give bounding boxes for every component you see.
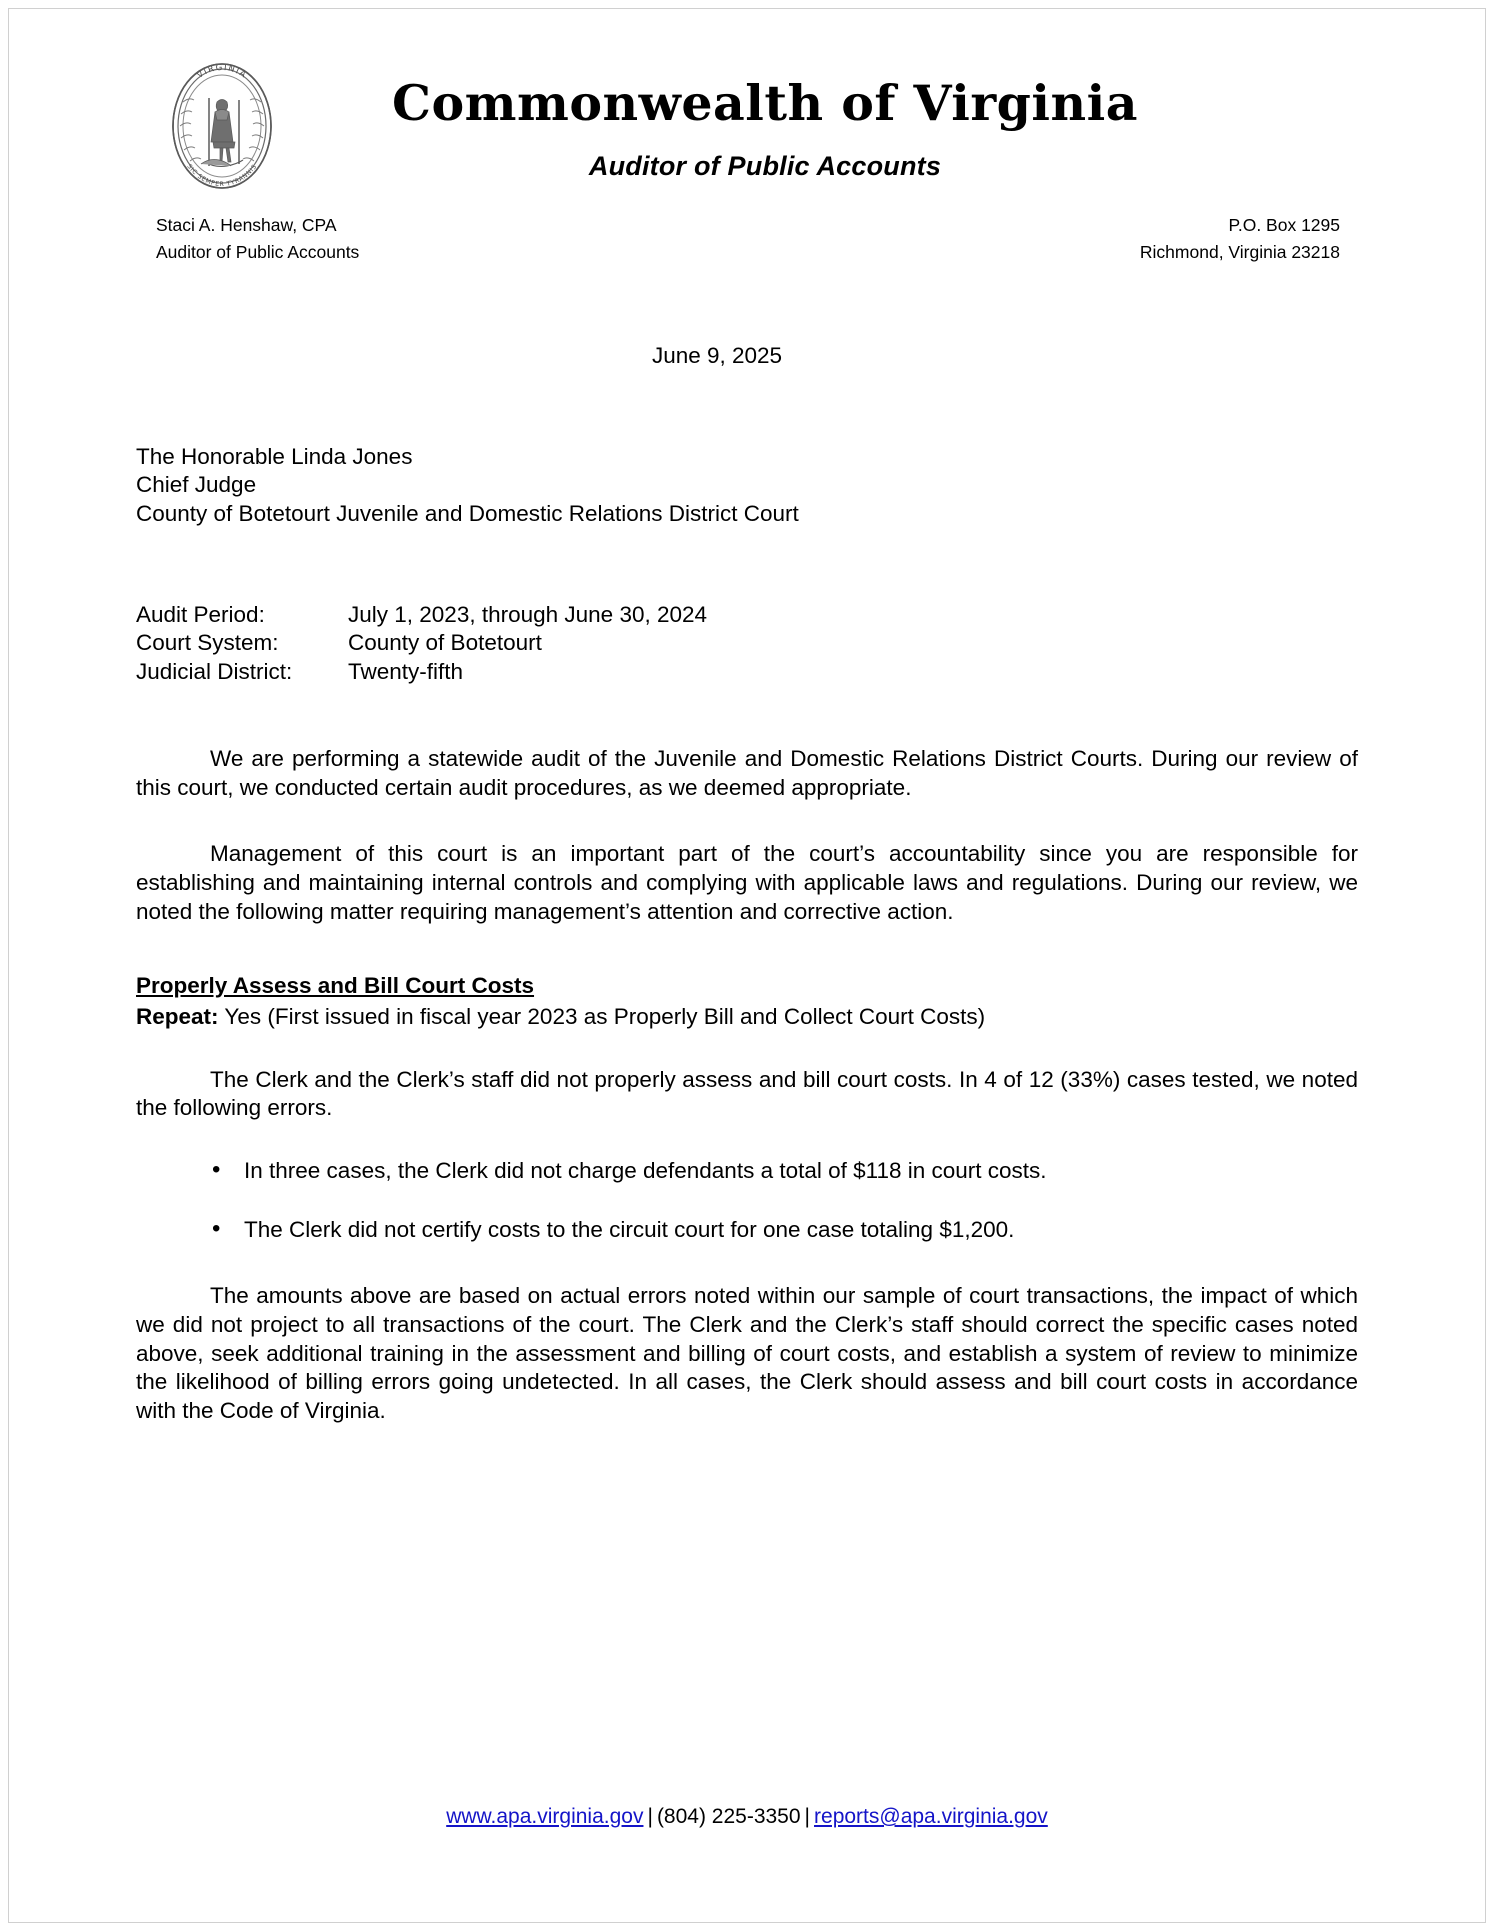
letterhead-titles xyxy=(136,0,1358,182)
detail-label-court-system: Court System: xyxy=(136,630,279,656)
intro-paragraph-2: Management of this court is an important part of the court’s accountability since you are responsible for establishing and maintaining internal controls and complying with applicable laws and regulations. During our review, we noted the following matter requiring management’s attention and corrective action. xyxy=(136,841,1358,924)
finding-repeat-value: Yes (First issued in fiscal year 2023 as Properly Bill and Collect Court Costs) xyxy=(224,1003,986,1029)
intro-paragraph-1: We are performing a statewide audit of the Juvenile and Domestic Relations District Courts. During our review of this court, we conducted certain audit procedures, as we deemed appropriate. xyxy=(136,745,1358,800)
detail-value-audit-period: July 1, 2023, through June 30, 2024 xyxy=(348,601,708,627)
bullet-text: In three cases, the Clerk did not charge defendants a total of $118 in court costs. xyxy=(244,1158,1047,1183)
page-title: Commonwealth of Virginia xyxy=(392,74,1138,132)
officer-name: Staci A. Henshaw, CPA xyxy=(156,215,337,235)
addressee-line-2: Chief Judge xyxy=(136,472,257,498)
detail-value-judicial-district: Twenty-fifth xyxy=(348,659,464,685)
finding-repeat-line xyxy=(136,1003,1358,1032)
svg-text:SIC SEMPER TYRANNIS: SIC SEMPER TYRANNIS xyxy=(185,163,259,189)
finding-intro-paragraph: The Clerk and the Clerk’s staff did not properly assess and bill court costs. In 4 of 12 (33%) cases tested, we noted the following errors. xyxy=(136,1066,1358,1121)
detail-row xyxy=(136,658,1358,687)
letterhead-info xyxy=(136,212,1358,272)
detail-label-audit-period: Audit Period: xyxy=(136,601,265,627)
footer-separator: | xyxy=(804,1805,811,1828)
detail-row xyxy=(136,601,1358,630)
detail-row xyxy=(136,629,1358,658)
addressee-line-1: The Honorable Linda Jones xyxy=(136,443,413,469)
detail-label-judicial-district: Judicial District: xyxy=(136,659,293,685)
addressee-line-3: County of Botetourt Juvenile and Domestic Relations District Court xyxy=(136,501,799,527)
list-item xyxy=(136,1216,1358,1245)
officer-title: Auditor of Public Accounts xyxy=(156,241,360,262)
address-line-2: Richmond, Virginia 23218 xyxy=(1139,241,1340,262)
virginia-state-seal-icon xyxy=(161,62,283,190)
letterhead-subtitle: Auditor of Public Accounts xyxy=(588,151,942,182)
bullet-marker-icon: • xyxy=(212,1156,221,1183)
address-line-1: P.O. Box 1295 xyxy=(1228,215,1340,235)
page-footer xyxy=(136,1805,1358,1829)
list-item xyxy=(136,1157,1358,1186)
detail-value-court-system: County of Botetourt xyxy=(348,630,542,656)
finding-section xyxy=(136,972,1358,1426)
letter-body xyxy=(136,342,1358,1426)
finding-bullet-list xyxy=(136,1157,1358,1244)
letterhead xyxy=(136,0,1358,190)
finding-repeat-label: Repeat: xyxy=(136,1003,219,1029)
finding-title: Properly Assess and Bill Court Costs xyxy=(136,973,535,999)
audit-details xyxy=(136,601,1358,687)
footer-separator: | xyxy=(647,1805,653,1828)
letter-date: June 9, 2025 xyxy=(651,343,783,368)
bullet-marker-icon: • xyxy=(212,1214,221,1242)
office-address xyxy=(1140,212,1340,265)
footer-phone: (804) 225-3350 xyxy=(656,1805,801,1828)
svg-text:VIRGINIA: VIRGINIA xyxy=(195,62,249,81)
finding-heading xyxy=(136,972,1358,1001)
officer-block xyxy=(156,212,359,265)
bullet-text: The Clerk did not certify costs to the circuit court for one case totaling $1,200. xyxy=(244,1216,1015,1242)
finding-closing-paragraph: The amounts above are based on actual errors noted within our sample of court transactions, the impact of which we did not project to all transactions of the court. The Clerk and the Clerk’s staff should correct the specific cases noted above, seek additional training in the assessment and billing of court costs, and establish a system of review to minimize the likelihood of billing errors going undetected. In all cases, the Clerk should assess and bill court costs in accordance with the Code of Virginia. xyxy=(136,1283,1358,1424)
addressee-block xyxy=(136,443,1358,529)
website-link[interactable]: www.apa.virginia.gov xyxy=(446,1805,644,1828)
email-link[interactable]: reports@apa.virginia.gov xyxy=(814,1805,1048,1828)
